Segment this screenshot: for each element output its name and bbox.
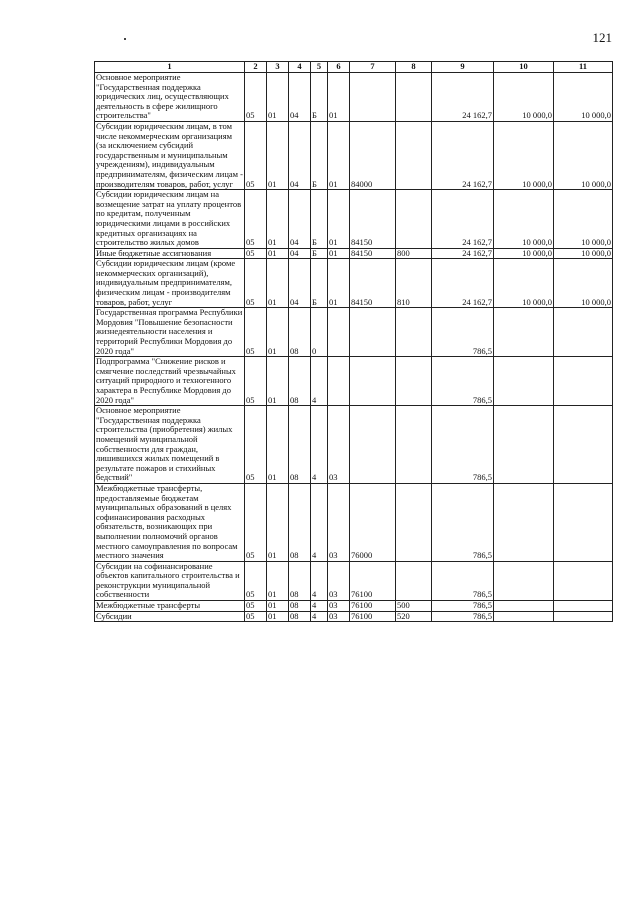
row-amount-2: [494, 561, 554, 600]
row-event: 03: [328, 483, 350, 561]
row-program: 08: [289, 561, 311, 600]
row-subprogram: 4: [311, 611, 328, 622]
row-direction: [350, 357, 396, 406]
row-amount-2: [494, 483, 554, 561]
budget-table: [94, 61, 613, 622]
row-amount-3: 10 000,0: [554, 121, 613, 189]
row-event: 01: [328, 121, 350, 189]
row-subprogram: 4: [311, 406, 328, 484]
row-program: 04: [289, 73, 311, 122]
row-expense-type: 500: [396, 601, 432, 612]
row-name: Иные бюджетные ассигнования: [95, 248, 245, 259]
row-amount-1: 786,5: [432, 601, 494, 612]
row-amount-1: 786,5: [432, 406, 494, 484]
row-amount-3: [554, 601, 613, 612]
row-amount-1: 786,5: [432, 483, 494, 561]
row-amount-3: [554, 611, 613, 622]
row-event: 01: [328, 259, 350, 308]
table-row: [95, 611, 613, 622]
row-subprogram: Б: [311, 73, 328, 122]
row-amount-2: 10 000,0: [494, 248, 554, 259]
row-event: 03: [328, 611, 350, 622]
row-event: 03: [328, 406, 350, 484]
row-amount-2: 10 000,0: [494, 190, 554, 249]
row-event: 01: [328, 248, 350, 259]
row-expense-type: [396, 121, 432, 189]
table-row: [95, 259, 613, 308]
table-row: [95, 73, 613, 122]
row-amount-3: 10 000,0: [554, 73, 613, 122]
row-expense-type: 810: [396, 259, 432, 308]
row-section: 05: [245, 190, 267, 249]
row-event: 03: [328, 561, 350, 600]
row-amount-1: 24 162,7: [432, 259, 494, 308]
page-number: 121: [592, 30, 612, 45]
header-cell: 6: [328, 62, 350, 73]
row-subprogram: 4: [311, 483, 328, 561]
row-subsection: 01: [267, 357, 289, 406]
header-cell: 8: [396, 62, 432, 73]
row-name: Субсидии юридическим лицам (кроме некоммерческих организаций), индивидуальным предпринимателям, физическим лицам - производителям товаров, работ, услуг: [95, 259, 245, 308]
row-subsection: 01: [267, 308, 289, 357]
row-amount-1: 24 162,7: [432, 73, 494, 122]
header-cell: 9: [432, 62, 494, 73]
table-row: [95, 357, 613, 406]
row-subprogram: Б: [311, 190, 328, 249]
header-row: [95, 62, 613, 73]
row-name: Субсидии: [95, 611, 245, 622]
row-subsection: 01: [267, 73, 289, 122]
row-amount-1: 786,5: [432, 561, 494, 600]
table-row: [95, 190, 613, 249]
row-section: 05: [245, 406, 267, 484]
row-name: Государственная программа Республики Мордовия "Повышение безопасности жизнедеятельности населения и территорий Республики Мордовия до 2020 года": [95, 308, 245, 357]
row-event: [328, 357, 350, 406]
row-subprogram: 4: [311, 561, 328, 600]
row-direction: 76100: [350, 601, 396, 612]
row-direction: 76000: [350, 483, 396, 561]
row-amount-2: [494, 406, 554, 484]
row-subsection: 01: [267, 601, 289, 612]
row-amount-2: [494, 308, 554, 357]
row-subprogram: 0: [311, 308, 328, 357]
row-expense-type: [396, 308, 432, 357]
row-amount-3: [554, 357, 613, 406]
row-name: Основное мероприятие "Государственная поддержка юридических лиц, осуществляющих деятельность в сфере жилищного строительства": [95, 73, 245, 122]
row-program: 08: [289, 611, 311, 622]
row-amount-2: [494, 357, 554, 406]
row-amount-3: [554, 483, 613, 561]
row-subprogram: 4: [311, 601, 328, 612]
row-subsection: 01: [267, 406, 289, 484]
header-cell: 10: [494, 62, 554, 73]
row-expense-type: [396, 357, 432, 406]
row-program: 08: [289, 483, 311, 561]
row-section: 05: [245, 611, 267, 622]
row-subsection: 01: [267, 190, 289, 249]
row-expense-type: [396, 406, 432, 484]
row-amount-3: [554, 406, 613, 484]
row-section: 05: [245, 121, 267, 189]
row-program: 08: [289, 406, 311, 484]
row-subsection: 01: [267, 561, 289, 600]
row-section: 05: [245, 259, 267, 308]
row-event: 03: [328, 601, 350, 612]
table-row: [95, 248, 613, 259]
row-amount-1: 24 162,7: [432, 121, 494, 189]
row-section: 05: [245, 483, 267, 561]
row-subsection: 01: [267, 483, 289, 561]
row-subsection: 01: [267, 121, 289, 189]
row-subsection: 01: [267, 248, 289, 259]
table-row: [95, 406, 613, 484]
row-direction: 84150: [350, 248, 396, 259]
row-amount-1: 24 162,7: [432, 248, 494, 259]
row-subsection: 01: [267, 259, 289, 308]
row-amount-1: 786,5: [432, 357, 494, 406]
table-row: [95, 561, 613, 600]
row-subprogram: Б: [311, 259, 328, 308]
row-name: Подпрограмма "Снижение рисков и смягчение последствий чрезвычайных ситуаций природного и техногенного характера в Республике Мордовия до 2020 года": [95, 357, 245, 406]
row-amount-3: 10 000,0: [554, 190, 613, 249]
header-cell: 1: [95, 62, 245, 73]
row-name: Межбюджетные трансферты, предоставляемые бюджетам муниципальных образований в целях софинансирования расходных обязательств, возникающих при выполнении полномочий органов местного самоуправления по вопросам местного значения: [95, 483, 245, 561]
row-event: 01: [328, 73, 350, 122]
table-row: [95, 308, 613, 357]
header-cell: 3: [267, 62, 289, 73]
row-amount-3: [554, 561, 613, 600]
row-program: 04: [289, 259, 311, 308]
scan-dot: [124, 38, 126, 40]
row-expense-type: [396, 561, 432, 600]
row-amount-2: [494, 611, 554, 622]
row-amount-1: 786,5: [432, 308, 494, 357]
row-direction: [350, 73, 396, 122]
row-expense-type: 520: [396, 611, 432, 622]
row-program: 08: [289, 601, 311, 612]
row-section: 05: [245, 73, 267, 122]
row-name: Субсидии юридическим лицам, в том числе некоммерческим организациям (за исключением субсидий государственным и муниципальным учреждениям), индивидуальным предпринимателям, физическим лицам - производителям товаров, работ, услуг: [96, 120, 243, 189]
row-program: 04: [289, 121, 311, 189]
row-name: Межбюджетные трансферты: [95, 601, 245, 612]
row-amount-3: [554, 308, 613, 357]
table-row: [95, 121, 613, 189]
header-cell: 4: [289, 62, 311, 73]
row-program: 08: [289, 308, 311, 357]
row-subprogram: Б: [311, 248, 328, 259]
row-direction: 76100: [350, 561, 396, 600]
row-section: 05: [245, 308, 267, 357]
row-amount-2: 10 000,0: [494, 73, 554, 122]
row-expense-type: 800: [396, 248, 432, 259]
row-name: Основное мероприятие "Государственная поддержка строительства (приобретения) жилых помещений муниципальной собственности для граждан, лишившихся жилых помещений в результате пожаров и стихийных бедствий": [95, 406, 245, 484]
row-amount-2: 10 000,0: [494, 121, 554, 189]
row-direction: 84150: [350, 190, 396, 249]
row-program: 04: [289, 248, 311, 259]
row-event: [328, 308, 350, 357]
row-expense-type: [396, 73, 432, 122]
row-subsection: 01: [267, 611, 289, 622]
header-cell: 7: [350, 62, 396, 73]
row-amount-3: 10 000,0: [554, 259, 613, 308]
table-row: [95, 601, 613, 612]
header-cell: 11: [554, 62, 613, 73]
row-expense-type: [396, 483, 432, 561]
row-amount-2: [494, 601, 554, 612]
row-direction: [350, 406, 396, 484]
header-cell: 5: [311, 62, 328, 73]
row-direction: [350, 308, 396, 357]
row-subprogram: 4: [311, 357, 328, 406]
row-name: Субсидии юридическим лицам на возмещение затрат на уплату процентов по кредитам, полученным юридическими лицами в российских кредитных организациях на строительство жилых домов: [95, 190, 245, 249]
row-amount-1: 24 162,7: [432, 190, 494, 249]
row-program: 08: [289, 357, 311, 406]
row-amount-1: 786,5: [432, 611, 494, 622]
row-section: 05: [245, 248, 267, 259]
row-direction: 84150: [350, 259, 396, 308]
header-cell: 2: [245, 62, 267, 73]
row-section: 05: [245, 601, 267, 612]
row-name: Субсидии на софинансирование объектов капитального строительства и реконструкции муниципальной собственности: [95, 561, 245, 600]
row-subprogram: Б: [311, 121, 328, 189]
row-expense-type: [396, 190, 432, 249]
row-section: 05: [245, 561, 267, 600]
table-row: [95, 483, 613, 561]
row-amount-3: 10 000,0: [554, 248, 613, 259]
row-program: 04: [289, 190, 311, 249]
row-event: 01: [328, 190, 350, 249]
row-section: 05: [245, 357, 267, 406]
row-amount-2: 10 000,0: [494, 259, 554, 308]
row-direction: 76100: [350, 611, 396, 622]
row-direction: 84000: [350, 121, 396, 189]
